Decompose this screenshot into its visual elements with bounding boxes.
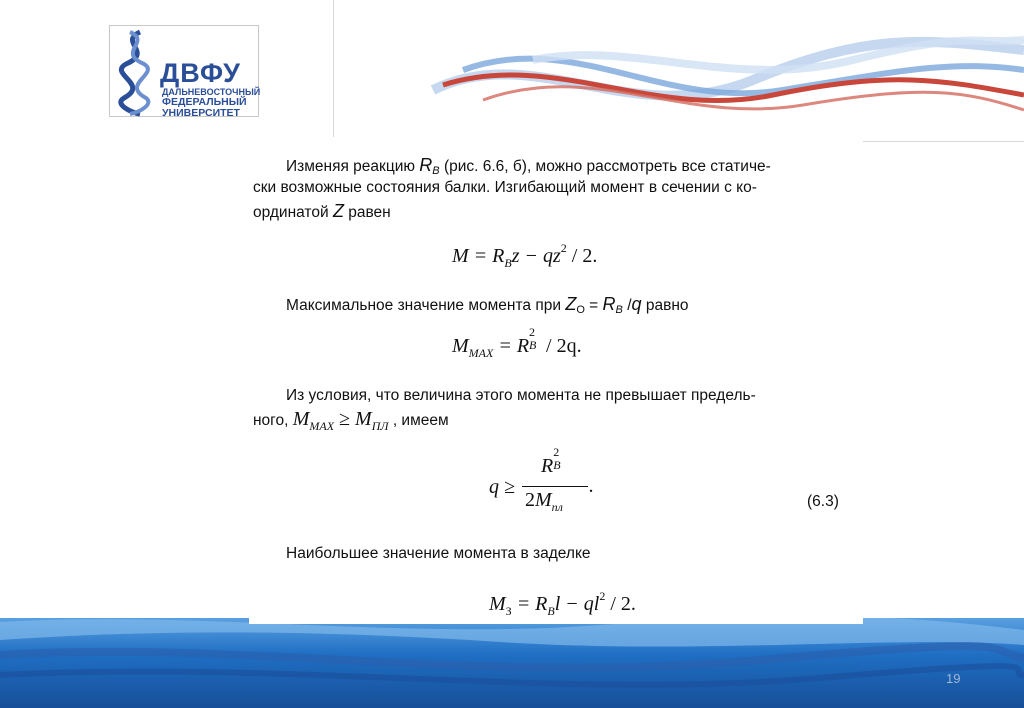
logo-line3: УНИВЕРСИТЕТ xyxy=(162,107,240,119)
logo-abbr: ДВФУ xyxy=(160,58,241,88)
helix-icon xyxy=(110,26,160,118)
formula-denominator: $2M_{пл}$ xyxy=(525,489,563,514)
logo-line1: ДАЛЬНЕВОСТОЧНЫЙ xyxy=(162,87,261,97)
formula-numerator: R 2 B xyxy=(541,445,561,477)
paragraph-1-line-2: ски возможные состояния балки. Изгибающий момент в сечении с ко- xyxy=(253,179,757,196)
formula-moment: $M = R_Bz - qz^2 / 2$. xyxy=(452,241,598,270)
formula-q-lhs: q ≥ xyxy=(489,476,515,498)
dvfu-logo xyxy=(109,25,259,117)
paragraph-2: Максимальное значение момента при ZO = RB /q равно xyxy=(286,294,689,316)
paragraph-3-line-1: Из условия, что величина этого момента не превышает предель- xyxy=(286,387,756,404)
decorative-waves xyxy=(333,0,1024,142)
formula-dot: . xyxy=(589,475,594,497)
paragraph-4: Наибольшее значение момента в заделке xyxy=(286,545,591,562)
fraction-bar xyxy=(522,486,588,487)
formula-fixed-end-moment: $M_З = R_Bl - ql^2 / 2$. xyxy=(489,589,636,618)
formula-max-moment: $M_{MAX} = R$ 2 B / 2q. xyxy=(452,325,582,360)
logo-line2: ФЕДЕРАЛЬНЫЙ xyxy=(162,96,247,108)
content-page xyxy=(249,137,863,624)
page-number: 19 xyxy=(946,671,961,686)
paragraph-3-line-2: ного, $M_{MAX} \ge M_{ПЛ}$ , имеем xyxy=(253,408,449,433)
paragraph-1-line-1: Изменяя реакцию RB (рис. 6.6, б), можно рассмотреть все статиче- xyxy=(286,155,771,177)
equation-number: (6.3) xyxy=(807,493,839,510)
paragraph-1-line-3: ординатой Z равен xyxy=(253,201,391,221)
